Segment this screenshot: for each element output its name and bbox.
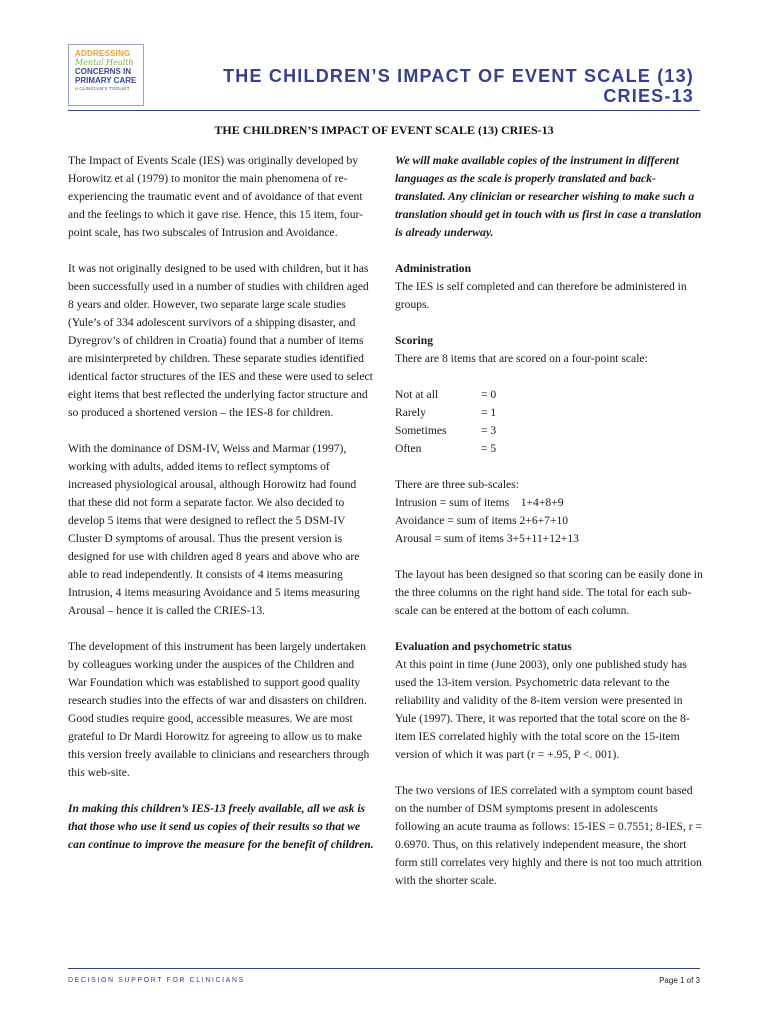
- scale-label: Not at all: [395, 388, 439, 401]
- paragraph-dsm-iv: With the dominance of DSM-IV, Weiss and Marmar (1997), working with adults, added items to reflect symptoms of increased physiological arousal, although Horowitz had found that these did not form a separate factor. We also decided to develop 5 items that were designed to reflect the 5 DSM-IV Cluster D symptoms of arousal. Thus the present version is designed for use with children aged 8 years and above who are able to read independently. It consists of 4 items measuring Intrusion, 4 items measuring Avoidance and 5 items measuring Arousal – hence it is called the CRIES-13.: [68, 442, 360, 617]
- scale-row: [395, 422, 705, 440]
- heading-scoring: Scoring: [395, 334, 434, 347]
- paragraph-translations: We will make available copies of the instrument in different languages as the scale is properly translated and back-translated. Any clinician or researcher wishing to make such a translation should get in touch with us first in case a translation is already underway.: [395, 154, 702, 239]
- scoring-scale: [395, 386, 705, 458]
- paragraph-evaluation: At this point in time (June 2003), only one published study has used the 13-item version. Psychometric data relevant to the reliability and validity of the 8-item version were presented in Yule (1997). There, it was reported that the total score on the 8-item IES correlated highly with the total score on the 15-item version of which it was part (r = +.95, P <. 001).: [395, 658, 690, 761]
- paragraph-scoring: There are 8 items that are scored on a four-point scale:: [395, 352, 648, 365]
- paragraph-versions: The two versions of IES correlated with a symptom count based on the number of DSM symptoms present in adolescents following an acute trauma as follows: 15-IES = 0.7551; 8-IES, r = 0.6970. Thus, on this relatively independent measure, the short form still correlates very highly and there is not too much attrition with the shorter scale.: [395, 784, 703, 887]
- scale-label: Sometimes: [395, 424, 447, 437]
- subscale-arousal: Arousal = sum of items 3+5+11+12+13: [395, 532, 579, 545]
- logo: [68, 44, 144, 106]
- header-divider: [68, 110, 700, 111]
- subscale-intrusion: Intrusion = sum of items 1+4+8+9: [395, 496, 564, 509]
- footer-divider: [68, 968, 700, 969]
- paragraph-development: The development of this instrument has been largely undertaken by colleagues working under the auspices of the Children and War Foundation which was established to support good quality research studies into the effects of war and disasters on children. Good studies require good, accessible measures. We are most grateful to Dr Mardi Horowitz for agreeing to allow us to make this version freely available to clinicians and researchers through this web-site.: [68, 640, 370, 779]
- logo-line-4: PRIMARY CARE: [75, 76, 137, 85]
- paragraph-ies-origin: The Impact of Events Scale (IES) was originally developed by Horowitz et al (1979) to monitor the main phenomena of re-experiencing the traumatic event and of avoidance of that event and the feelings to which it gave rise. Hence, this 15 item, four-point scale, has two subscales of Intrusion and Avoidance.: [68, 154, 364, 239]
- subscale-avoidance: Avoidance = sum of items 2+6+7+10: [395, 514, 569, 527]
- paragraph-request: In making this children’s IES-13 freely available, all we ask is that those who use it send us copies of their results so that we can continue to improve the measure for the benefit of children.: [68, 802, 374, 851]
- scale-label: Often: [395, 442, 422, 455]
- subscales: [395, 476, 705, 548]
- paragraph-administration: The IES is self completed and can therefore be administered in groups.: [395, 280, 687, 311]
- logo-line-5: A CLINICIAN'S TOOLKIT: [75, 86, 130, 91]
- page-title: THE CHILDREN’S IMPACT OF EVENT SCALE (13): [223, 66, 694, 86]
- left-column: [68, 152, 374, 872]
- scale-row: [395, 440, 705, 458]
- footer-label: DECISION SUPPORT FOR CLINICIANS: [68, 977, 245, 984]
- logo-line-3: CONCERNS IN: [75, 67, 132, 76]
- page-subtitle: CRIES-13: [603, 86, 694, 106]
- scale-value: = 5: [481, 442, 497, 455]
- paragraph-children-use: It was not originally designed to be used with children, but it has been successfully used in a number of studies with children aged 8 years and older. However, two separate large scale studies (Yule’s of 334 adolescent survivors of a shipping disaster, and Dyregrov’s of children in Croatia) found that a number of items are misinterpreted by children. These separate studies identified identical factor structures of the IES and these were used to select eight items that best reflected the underlying factor structure and so produced a shortened version – the IES-8 for children.: [68, 262, 373, 419]
- heading-evaluation: Evaluation and psychometric status: [395, 640, 572, 653]
- logo-line-2: Mental Health: [75, 58, 134, 67]
- scale-row: [395, 386, 705, 404]
- page-number: Page 1 of 3: [659, 976, 700, 985]
- logo-line-1: ADDRESSING: [75, 49, 131, 58]
- paragraph-layout: The layout has been designed so that scoring can be easily done in the three columns on the right hand side. The total for each sub-scale can be entered at the bottom of each column.: [395, 568, 703, 617]
- document-heading: THE CHILDREN’S IMPACT OF EVENT SCALE (13) CRIES-13: [214, 123, 554, 137]
- scale-value: = 1: [481, 406, 497, 419]
- scale-value: = 3: [481, 424, 497, 437]
- heading-administration: Administration: [395, 262, 472, 275]
- scale-row: [395, 404, 705, 422]
- scale-label: Rarely: [395, 406, 426, 419]
- scale-value: = 0: [481, 388, 497, 401]
- right-column: [395, 152, 705, 908]
- subscales-intro: There are three sub-scales:: [395, 478, 519, 491]
